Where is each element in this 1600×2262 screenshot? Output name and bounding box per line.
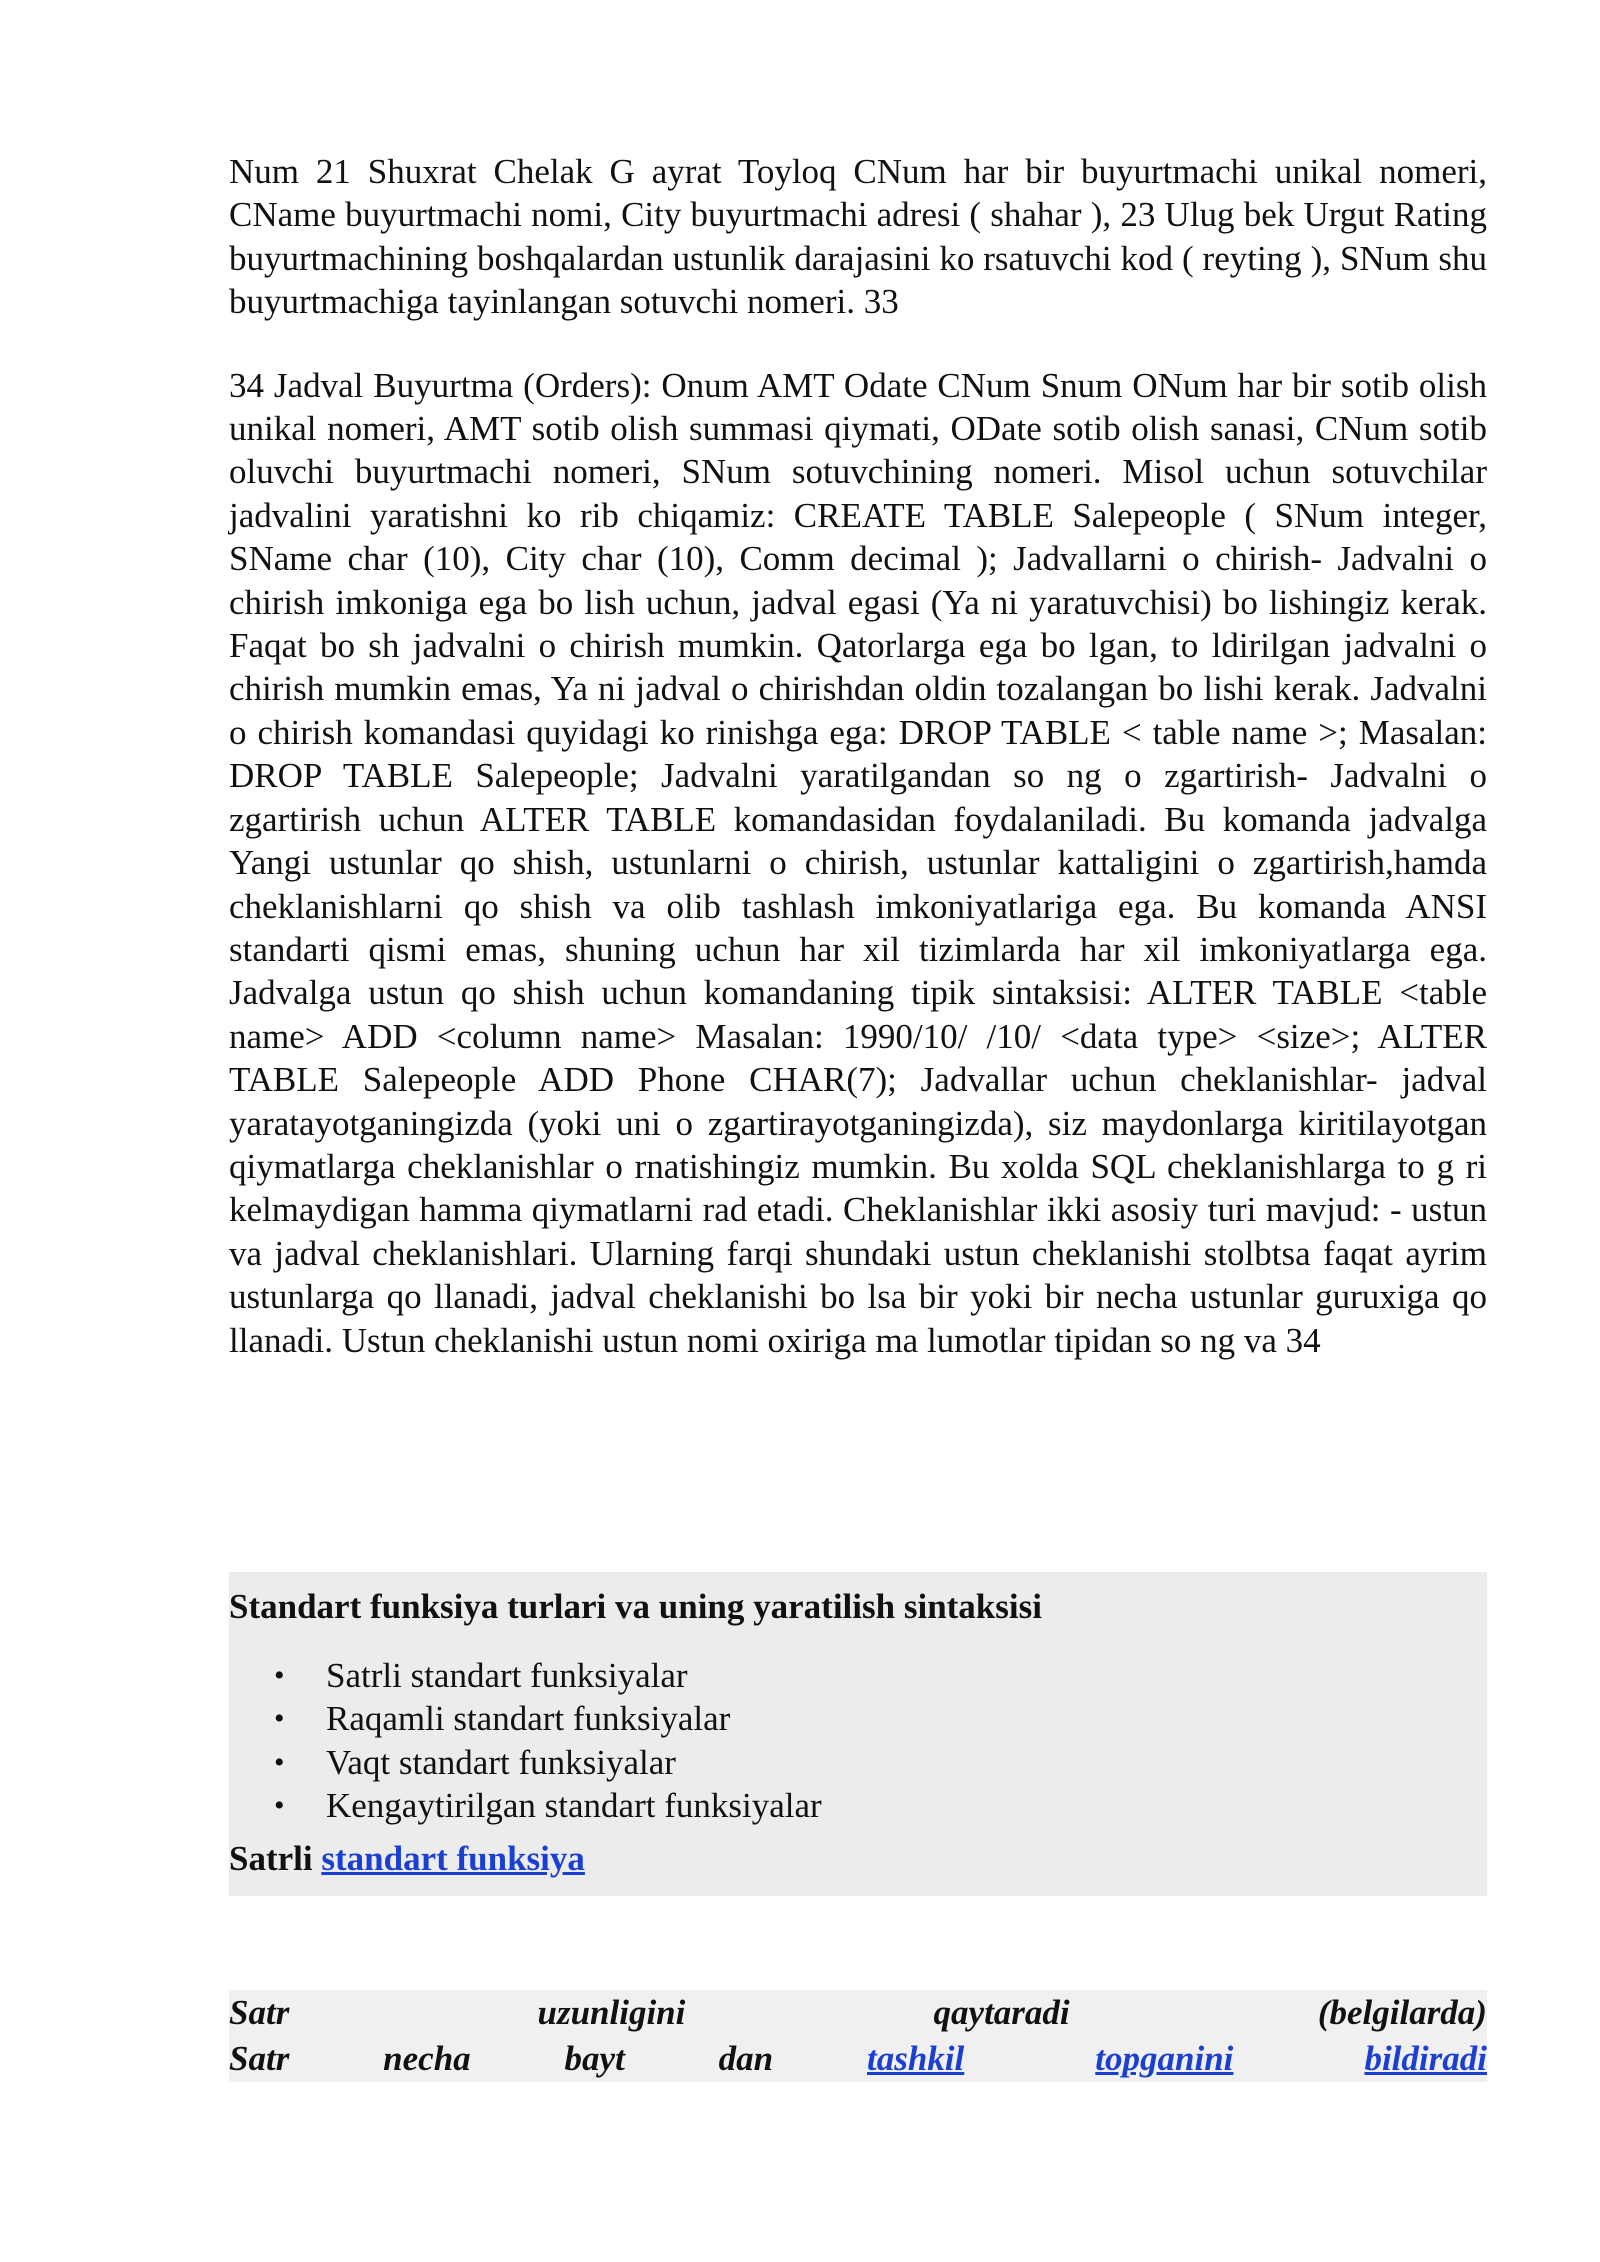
definition-word: (belgilarda): [1317, 1993, 1487, 2032]
definition-word: uzunligini: [537, 1993, 686, 2032]
definition-word: necha: [383, 2039, 471, 2078]
list-item: • Kengaytirilgan standart funksiyalar: [326, 1784, 1487, 1827]
document-body: [229, 150, 1487, 1362]
definitions-block: [229, 1990, 1487, 2082]
definition-word: bayt: [564, 2039, 625, 2078]
section-heading: Standart funksiya turlari va uning yaratilish sintaksisi: [229, 1587, 1042, 1626]
definition-word: dan: [718, 2039, 774, 2078]
subheading-string-functions: [229, 1828, 1487, 1884]
definition-word: qaytaradi: [933, 1993, 1070, 2032]
standard-functions-section: [229, 1572, 1487, 1896]
definition-link-group: [867, 2036, 1487, 2082]
paragraph-orders-table: 34 Jadval Buyurtma (Orders): Onum AMT Odate CNum Snum ONum har bir sotib olish unikal nomeri, AMT sotib olish summasi qiymati, ODate sotib olish sanasi, CNum sotib oluvchi buyurtmachi nomeri, SNum sotuvchining nomeri. Misol uchun sotuvchilar jadvalini yaratishni ko rib chiqamiz: CREATE TABLE Salepeople ( SNum integer, SName char (10), City char (10), Comm decimal ); Jadvallarni o chirish- Jadvalni o chirish imkoniga ega bo lish uchun, jadval egasi (Ya ni yaratuvchisi) bo lishingiz kerak. Faqat bo sh jadvalni o chirish mumkin. Qatorlarga ega bo lgan, to ldirilgan jadvalni o chirish mumkin emas, Ya ni jadval o chirishdan oldin tozalangan bo lishi kerak. Jadvalni o chirish komandasi quyidagi ko rinishga ega: DROP TABLE < table name >; Masalan: DROP TABLE Salepeople; Jadvalni yaratilgandan so ng o zgartirish- Jadvalni o zgartirish uchun ALTER TABLE komandasidan foydalaniladi. Bu komanda jadvalga Yangi ustunlar qo shish, ustunlarni o chirish, ustunlar kattaligini o zgartirish,hamda cheklanishlarni qo shish va olib tashlash imkoniyatlariga ega. Bu komanda ANSI standarti qismi emas, shuning uchun har xil tizimlarda har xil imkoniyatlarga ega. Jadvalga ustun qo shish uchun komandaning tipik sintaksisi: ALTER TABLE <table name> ADD <column name> Masalan: 1990/10/ /10/ <data type> <size>; ALTER TABLE Salepeople ADD Phone CHAR(7); Jadvallar uchun cheklanishlar- jadval yaratayotganingizda (yoki uni o zgartirayotganingizda), siz maydonlarga kiritilayotgan qiymatlarga cheklanishlar o rnatishingiz mumkin. Bu xolda SQL cheklanishlarga to g ri kelmaydigan hamma qiymatlarni rad etadi. Cheklanishlar ikki asosiy turi mavjud: - ustun va jadval cheklanishlari. Ularning farqi shundaki ustun cheklanishi stolbtsa faqat ayrim ustunlarga qo llanadi, jadval cheklanishi bo lsa bir yoki bir necha ustunlar guruxiga qo llanadi. Ustun cheklanishi ustun nomi oxiriga ma lumotlar tipidan so ng va 34: [229, 365, 1487, 1360]
list-item: • Satrli standart funksiyalar: [326, 1654, 1487, 1697]
definition-word: Satr: [229, 1993, 290, 2032]
tashkil-link[interactable]: tashkil: [866, 2039, 965, 2078]
definition-row-bytes: [229, 2036, 1487, 2082]
topganini-link[interactable]: topganini: [1095, 2039, 1234, 2078]
standard-function-link[interactable]: standart funksiya: [321, 1838, 585, 1878]
list-item: • Raqamli standart funksiyalar: [326, 1697, 1487, 1740]
shaded-block: [229, 1572, 1487, 1896]
function-types-list: [229, 1654, 1487, 1828]
definition-word: Satr: [229, 2039, 290, 2078]
list-item: • Vaqt standart funksiyalar: [326, 1741, 1487, 1784]
bildiradi-link[interactable]: bildiradi: [1364, 2039, 1487, 2078]
paragraph-customers-table: Num 21 Shuxrat Chelak G ayrat Toyloq CNum har bir buyurtmachi unikal nomeri, CName buyurtmachi nomi, City buyurtmachi adresi ( shahar ), 23 Ulug bek Urgut Rating buyurtmachining boshqalardan ustunlik darajasini ko rsatuvchi kod ( reyting ), SNum shu buyurtmachiga tayinlangan sotuvchi nomeri. 33: [229, 152, 1487, 322]
subheading-prefix: Satrli: [229, 1838, 322, 1878]
definition-row-length: [229, 1990, 1487, 2036]
